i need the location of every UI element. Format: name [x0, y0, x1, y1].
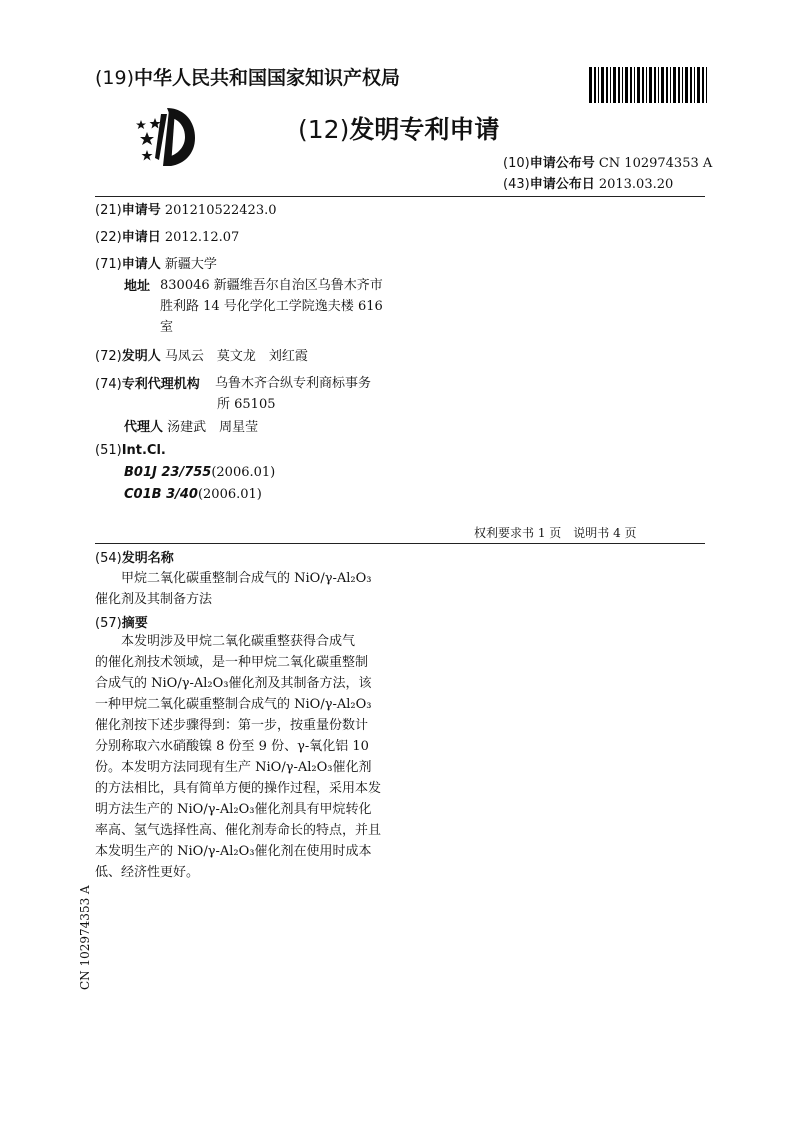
field-label: 发明人 — [121, 349, 161, 364]
barcode-bar — [666, 67, 668, 103]
barcode-bar — [606, 67, 608, 103]
barcode-bar — [658, 67, 659, 103]
field-label: 申请人 — [121, 257, 161, 272]
field-code: (72) — [95, 349, 122, 364]
address-label — [124, 275, 150, 294]
field-label: 摘要 — [121, 616, 148, 631]
pubdate-label: 申请公布日 — [529, 177, 595, 192]
barcode-bar — [661, 67, 664, 103]
barcode-bar — [706, 67, 707, 103]
side-publication-code: CN 102974353 A — [78, 885, 92, 990]
publication-date: 2013.03.20 — [598, 177, 674, 192]
abstract-line: 一种甲烷二氧化碳重整制合成气的 NiO/γ-Al₂O₃ — [95, 697, 372, 712]
agency-row — [95, 373, 200, 392]
agency-line: 所 65105 — [217, 397, 276, 412]
barcode-bar — [622, 67, 623, 103]
abstract-line: 率高、氢气选择性高、催化剂寿命长的特点，并且 — [95, 823, 382, 838]
application-number: 201210522423.0 — [164, 203, 277, 218]
office-name: 中华人民共和国国家知识产权局 — [134, 67, 401, 89]
field-label: 代理人 — [124, 420, 164, 435]
barcode-bar — [594, 67, 596, 103]
ipc-edition: (2006.01) — [197, 487, 262, 502]
doc-type-title: 发明专利申请 — [349, 115, 500, 144]
pubdate-code: (43) — [503, 177, 530, 192]
ipc-entry — [124, 465, 275, 480]
abstract-line: 低、经济性更好。 — [95, 865, 200, 880]
barcode-bar — [694, 67, 695, 103]
barcode-icon — [589, 67, 707, 103]
pubnum-label: 申请公布号 — [529, 156, 595, 171]
abstract-line: 分别称取六水硝酸镍 8 份至 9 份、γ-氧化铝 10 — [95, 739, 369, 754]
barcode-bar — [601, 67, 604, 103]
field-code: (74) — [95, 377, 122, 392]
field-label: 专利代理机构 — [121, 377, 200, 392]
title-line: 甲烷二氧化碳重整制合成气的 NiO/γ-Al₂O₃ — [121, 571, 372, 586]
address-line: 胜利路 14 号化学化工学院逸夫楼 616 — [160, 299, 383, 314]
field-label: 地址 — [124, 279, 151, 294]
field-code: (57) — [95, 616, 122, 631]
barcode-bar — [685, 67, 688, 103]
ipc-code: C01B 3/40 — [124, 487, 198, 502]
address-line: 830046 新疆维吾尔自治区乌鲁木齐市 — [160, 278, 383, 293]
abstract-line: 合成气的 NiO/γ-Al₂O₃催化剂及其制备方法，该 — [95, 676, 372, 691]
abstract-line: 的方法相比，具有简单方便的操作过程，采用本发 — [95, 781, 382, 796]
application-number-row — [95, 199, 277, 218]
barcode-bar — [690, 67, 692, 103]
barcode-bar — [589, 67, 592, 103]
field-label: Int.Cl. — [121, 443, 166, 458]
agents: 汤建武 周星莹 — [167, 420, 259, 435]
address-line: 室 — [160, 320, 174, 335]
field-label: 发明名称 — [121, 551, 174, 566]
field-label: 申请号 — [121, 203, 161, 218]
section-divider — [95, 543, 705, 544]
cnipa-emblem-icon — [131, 100, 205, 170]
agents-row — [124, 416, 258, 435]
field-code: (21) — [95, 203, 122, 218]
barcode-bar — [598, 67, 599, 103]
barcode-bar — [646, 67, 647, 103]
title-heading — [95, 547, 174, 566]
publication-number: CN 102974353 A — [598, 156, 713, 171]
document-type — [298, 110, 499, 146]
address-block — [160, 275, 383, 338]
field-code: (22) — [95, 230, 122, 245]
pubnum-code: (10) — [503, 156, 530, 171]
publication-number-row — [503, 152, 712, 171]
office-code: (19) — [95, 67, 135, 89]
abstract-line: 本发明涉及甲烷二氧化碳重整获得合成气 — [121, 634, 356, 649]
int-cl-row — [95, 443, 166, 458]
barcode-bar — [670, 67, 671, 103]
barcode-bar — [682, 67, 683, 103]
abstract-line: 催化剂按下述步骤得到：第一步，按重量份数计 — [95, 718, 369, 733]
abstract-line: 的催化剂技术领域，是一种甲烷二氧化碳重整制 — [95, 655, 369, 670]
ipc-code: B01J 23/755 — [124, 465, 212, 480]
abstract-line: 本发明生产的 NiO/γ-Al₂O₃催化剂在使用时成本 — [95, 844, 372, 859]
field-label: 申请日 — [121, 230, 161, 245]
abstract-heading — [95, 612, 148, 631]
barcode-bar — [634, 67, 635, 103]
field-code: (71) — [95, 257, 122, 272]
barcode-bar — [702, 67, 704, 103]
abstract-line: 份。本发明方法同现有生产 NiO/γ-Al₂O₃催化剂 — [95, 760, 372, 775]
applicant-row — [95, 253, 217, 272]
field-code: (54) — [95, 551, 122, 566]
barcode-bar — [678, 67, 680, 103]
header-divider — [95, 196, 705, 197]
office-heading — [95, 63, 400, 90]
inventors-row — [95, 345, 308, 364]
barcode-bar — [642, 67, 644, 103]
barcode-bar — [654, 67, 656, 103]
invention-title — [95, 568, 390, 610]
agency-line: 乌鲁木齐合纵专利商标事务 — [215, 376, 372, 391]
ipc-edition: (2006.01) — [211, 465, 276, 480]
agency-block — [215, 373, 371, 415]
application-date-row — [95, 226, 239, 245]
barcode-bar — [625, 67, 628, 103]
barcode-bar — [610, 67, 611, 103]
barcode-bar — [630, 67, 632, 103]
barcode-bar — [613, 67, 616, 103]
doc-type-code: (12) — [298, 115, 350, 144]
barcode-bar — [637, 67, 640, 103]
barcode-bar — [697, 67, 700, 103]
applicant: 新疆大学 — [164, 257, 217, 272]
inventors: 马凤云 莫文龙 刘红霞 — [164, 349, 308, 364]
field-code: (51) — [95, 443, 122, 458]
title-line: 催化剂及其制备方法 — [95, 592, 213, 607]
abstract-line: 明方法生产的 NiO/γ-Al₂O₃催化剂具有甲烷转化 — [95, 802, 372, 817]
ipc-entry — [124, 487, 262, 502]
publication-date-row — [503, 173, 673, 192]
abstract-text — [95, 631, 390, 883]
pages-info: 权利要求书 1 页 说明书 4 页 — [474, 526, 637, 540]
barcode-bar — [618, 67, 620, 103]
barcode-bar — [649, 67, 652, 103]
application-date: 2012.12.07 — [164, 230, 240, 245]
barcode-bar — [673, 67, 676, 103]
